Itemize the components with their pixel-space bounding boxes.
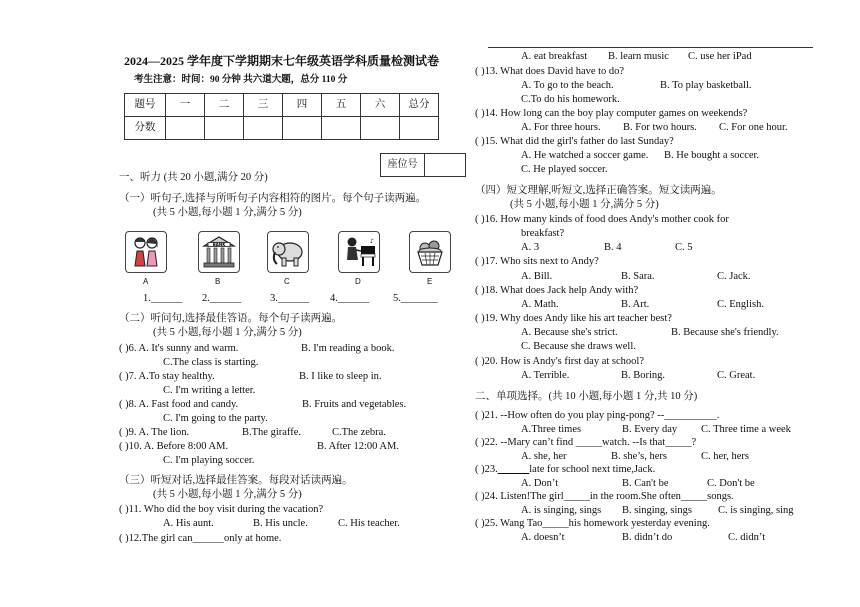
q17-option-b: B. Sara. (621, 271, 655, 282)
q21-option-a: A.Three times (521, 424, 582, 435)
q16-option-c: C. 5 (675, 242, 693, 253)
q19-option-c: C. Because she draws well. (521, 341, 636, 352)
q23-stem (475, 464, 655, 476)
q21-option-b: B. Every day (622, 424, 678, 435)
q7-option-b: B. I like to sleep in. (299, 371, 382, 382)
q15-option-a: A. He watched a soccer game. (521, 150, 649, 161)
q16-stem-continued: breakfast? (521, 228, 565, 239)
seat-number-field[interactable] (425, 154, 465, 176)
q12-option-a: A. eat breakfast (521, 51, 588, 62)
picture-letter: C (284, 277, 290, 286)
q8-option-a: ( )8. A. Fast food and candy. (119, 399, 239, 410)
divider-line (488, 47, 813, 48)
score-table-score-row (125, 117, 439, 140)
two-girls-icon (125, 231, 167, 273)
q14-stem: ( )14. How long can the boy play computer games on weekends? (475, 108, 748, 119)
q23-blank[interactable]: ______ (497, 464, 530, 475)
answer-blank[interactable]: 5._______ (393, 293, 438, 304)
score-input-cell[interactable] (322, 117, 361, 140)
q12-option-b: B. learn music (608, 51, 669, 62)
q13-option-c: C.To do his homework. (521, 94, 620, 105)
q22-stem: ( )22. --Mary can’t find _____watch. --Is that_____? (475, 437, 697, 448)
q15-stem: ( )15. What did the girl's father do last Sunday? (475, 136, 674, 147)
section4-title: （四）短文理解,听短文,选择正确答案。短文读两遍。 (475, 185, 722, 196)
score-input-cell[interactable] (361, 117, 400, 140)
q14-option-b: B. For two hours. (623, 122, 697, 133)
q25-option-a: A. doesn’t (521, 532, 565, 543)
section1-subtitle: (共 5 小题,每小题 1 分,满分 5 分) (153, 207, 302, 218)
q23-stem-number: ( )23. (475, 464, 498, 475)
q20-option-a: A. Terrible. (521, 370, 570, 381)
picture-letter: B (215, 277, 221, 286)
q16-stem: ( )16. How many kinds of food does Andy's mother cook for (475, 214, 729, 225)
q23-option-b: B. Can't be (622, 478, 669, 489)
part2-heading: 二、单项选择。(共 10 小题,每小题 1 分,共 10 分) (475, 391, 698, 402)
q20-stem: ( )20. How is Andy's first day at school? (475, 356, 644, 367)
q8-option-c: C. I'm going to the party. (163, 413, 268, 424)
q18-option-b: B. Art. (621, 299, 650, 310)
q15-option-b: B. He bought a soccer. (664, 150, 760, 161)
q11-option-a: A. His aunt. (163, 518, 214, 529)
q10-option-c: C. I'm playing soccer. (163, 455, 255, 466)
q25-stem: ( )25. Wang Tao_____his homework yesterday evening. (475, 518, 710, 529)
q18-option-c: C. English. (717, 299, 764, 310)
section2-title: （二）听问句,选择最佳答语。每个句子读两遍。 (119, 313, 343, 324)
picture-letter: E (427, 277, 433, 286)
score-input-cell[interactable] (283, 117, 322, 140)
picture-letter: D (355, 277, 361, 286)
svg-text:♪: ♪ (370, 238, 374, 245)
q8-option-b: B. Fruits and vegetables. (302, 399, 407, 410)
q13-option-b: B. To play basketball. (660, 80, 752, 91)
piano-player-icon (338, 231, 380, 273)
picture-letter: A (143, 277, 149, 286)
score-input-cell[interactable] (400, 117, 439, 140)
q24-option-b: B. singing, sings (622, 505, 693, 516)
q13-option-a: A. To go to the beach. (521, 80, 614, 91)
q10-option-a: ( )10. A. Before 8:00 AM. (119, 441, 229, 452)
q16-option-a: A. 3 (521, 242, 540, 253)
q6-option-a: ( )6. A. It's sunny and warm. (119, 343, 239, 354)
q11-option-c: C. His teacher. (338, 518, 400, 529)
q24-option-a: A. is singing, sings (521, 505, 602, 516)
seat-number-box (380, 153, 466, 177)
q17-option-c: C. Jack. (717, 271, 751, 282)
q20-option-c: C. Great. (717, 370, 756, 381)
score-input-cell[interactable] (244, 117, 283, 140)
food-basket-icon (409, 231, 451, 273)
section4-subtitle: (共 5 小题,每小题 1 分,满分 5 分) (510, 199, 659, 210)
section3-subtitle: (共 5 小题,每小题 1 分,满分 5 分) (153, 489, 302, 500)
q15-option-c: C. He played soccer. (521, 164, 608, 175)
answer-blank[interactable]: 2.______ (202, 293, 242, 304)
section3-title: （三）听短对话,选择最佳答案。每段对话读两遍。 (119, 475, 353, 486)
q14-option-c: C. For one hour. (719, 122, 788, 133)
score-cell: 四 (283, 94, 322, 117)
score-cell: 二 (205, 94, 244, 117)
q12-option-c: C. use her iPad (688, 51, 752, 62)
score-table (124, 93, 439, 140)
score-cell: 题号 (125, 94, 166, 117)
exam-note: 考生注意：时间：90 分钟 共六道大题，总分 110 分 (134, 75, 348, 85)
q11-stem: ( )11. Who did the boy visit during the vacation? (119, 504, 324, 515)
q13-stem: ( )13. What does David have to do? (475, 66, 625, 77)
q22-option-c: C. her, hers (701, 451, 749, 462)
score-cell: 总分 (400, 94, 439, 117)
q9-option-c: C.The zebra. (332, 427, 386, 438)
score-cell: 六 (361, 94, 400, 117)
score-input-cell[interactable] (205, 117, 244, 140)
q25-option-b: B. didn’t do (622, 532, 673, 543)
q9-option-b: B.The giraffe. (242, 427, 301, 438)
q24-option-c: C. is singing, sing (718, 505, 794, 516)
score-cell: 分数 (125, 117, 166, 140)
q23-option-c: C. Don't be (707, 478, 755, 489)
q22-option-b: B. she’s, hers (611, 451, 667, 462)
answer-blank[interactable]: 3.______ (270, 293, 310, 304)
score-cell: 三 (244, 94, 283, 117)
seat-number-label: 座位号 (381, 154, 425, 176)
q6-option-b: B. I'm reading a book. (301, 343, 395, 354)
q23-stem-text: late for school next time,Jack. (529, 464, 656, 475)
svg-text:BANK: BANK (212, 242, 226, 247)
section2-subtitle: (共 5 小题,每小题 1 分,满分 5 分) (153, 327, 302, 338)
q6-option-c: C.The class is starting. (163, 357, 259, 368)
q17-stem: ( )17. Who sits next to Andy? (475, 256, 599, 267)
q7-option-c: C. I'm writing a letter. (163, 385, 256, 396)
q25-option-c: C. didn’t (728, 532, 766, 543)
q16-option-b: B. 4 (604, 242, 622, 253)
score-cell: 五 (322, 94, 361, 117)
q19-stem: ( )19. Why does Andy like his art teacher best? (475, 313, 672, 324)
part1-heading: 一、听力 (共 20 小题,满分 20 分) (119, 172, 268, 183)
score-table-header-row (125, 94, 439, 117)
q20-option-b: B. Boring. (621, 370, 666, 381)
q7-option-a: ( )7. A.To stay healthy. (119, 371, 215, 382)
exam-title: 2024—2025 学年度下学期期末七年级英语学科质量检测试卷 (124, 54, 440, 68)
q19-option-b: B. Because she's friendly. (671, 327, 779, 338)
score-cell: 一 (166, 94, 205, 117)
section1-title: （一）听句子,选择与所听句子内容相符的图片。每个句子读两遍。 (119, 193, 427, 204)
q21-stem: ( )21. --How often do you play ping-pong? --__________. (475, 410, 720, 421)
q10-option-b: B. After 12:00 AM. (317, 441, 399, 452)
q23-option-a: A. Don’t (521, 478, 559, 489)
q24-stem: ( )24. Listen!The girl_____in the room.She often_____songs. (475, 491, 734, 502)
q11-option-b: B. His uncle. (253, 518, 308, 529)
q18-option-a: A. Math. (521, 299, 559, 310)
q9-option-a: ( )9. A. The lion. (119, 427, 190, 438)
q18-stem: ( )18. What does Jack help Andy with? (475, 285, 639, 296)
q19-option-a: A. Because she's strict. (521, 327, 618, 338)
q22-option-a: A. she, her (521, 451, 567, 462)
answer-blank[interactable]: 4.______ (330, 293, 370, 304)
q14-option-a: A. For three hours. (521, 122, 601, 133)
q21-option-c: C. Three time a week (701, 424, 791, 435)
q17-option-a: A. Bill. (521, 271, 553, 282)
bank-building-icon (198, 231, 240, 273)
answer-blank[interactable]: 1.______ (143, 293, 183, 304)
elephant-icon (267, 231, 309, 273)
q12-stem: ( )12.The girl can______only at home. (119, 533, 282, 544)
score-input-cell[interactable] (166, 117, 205, 140)
